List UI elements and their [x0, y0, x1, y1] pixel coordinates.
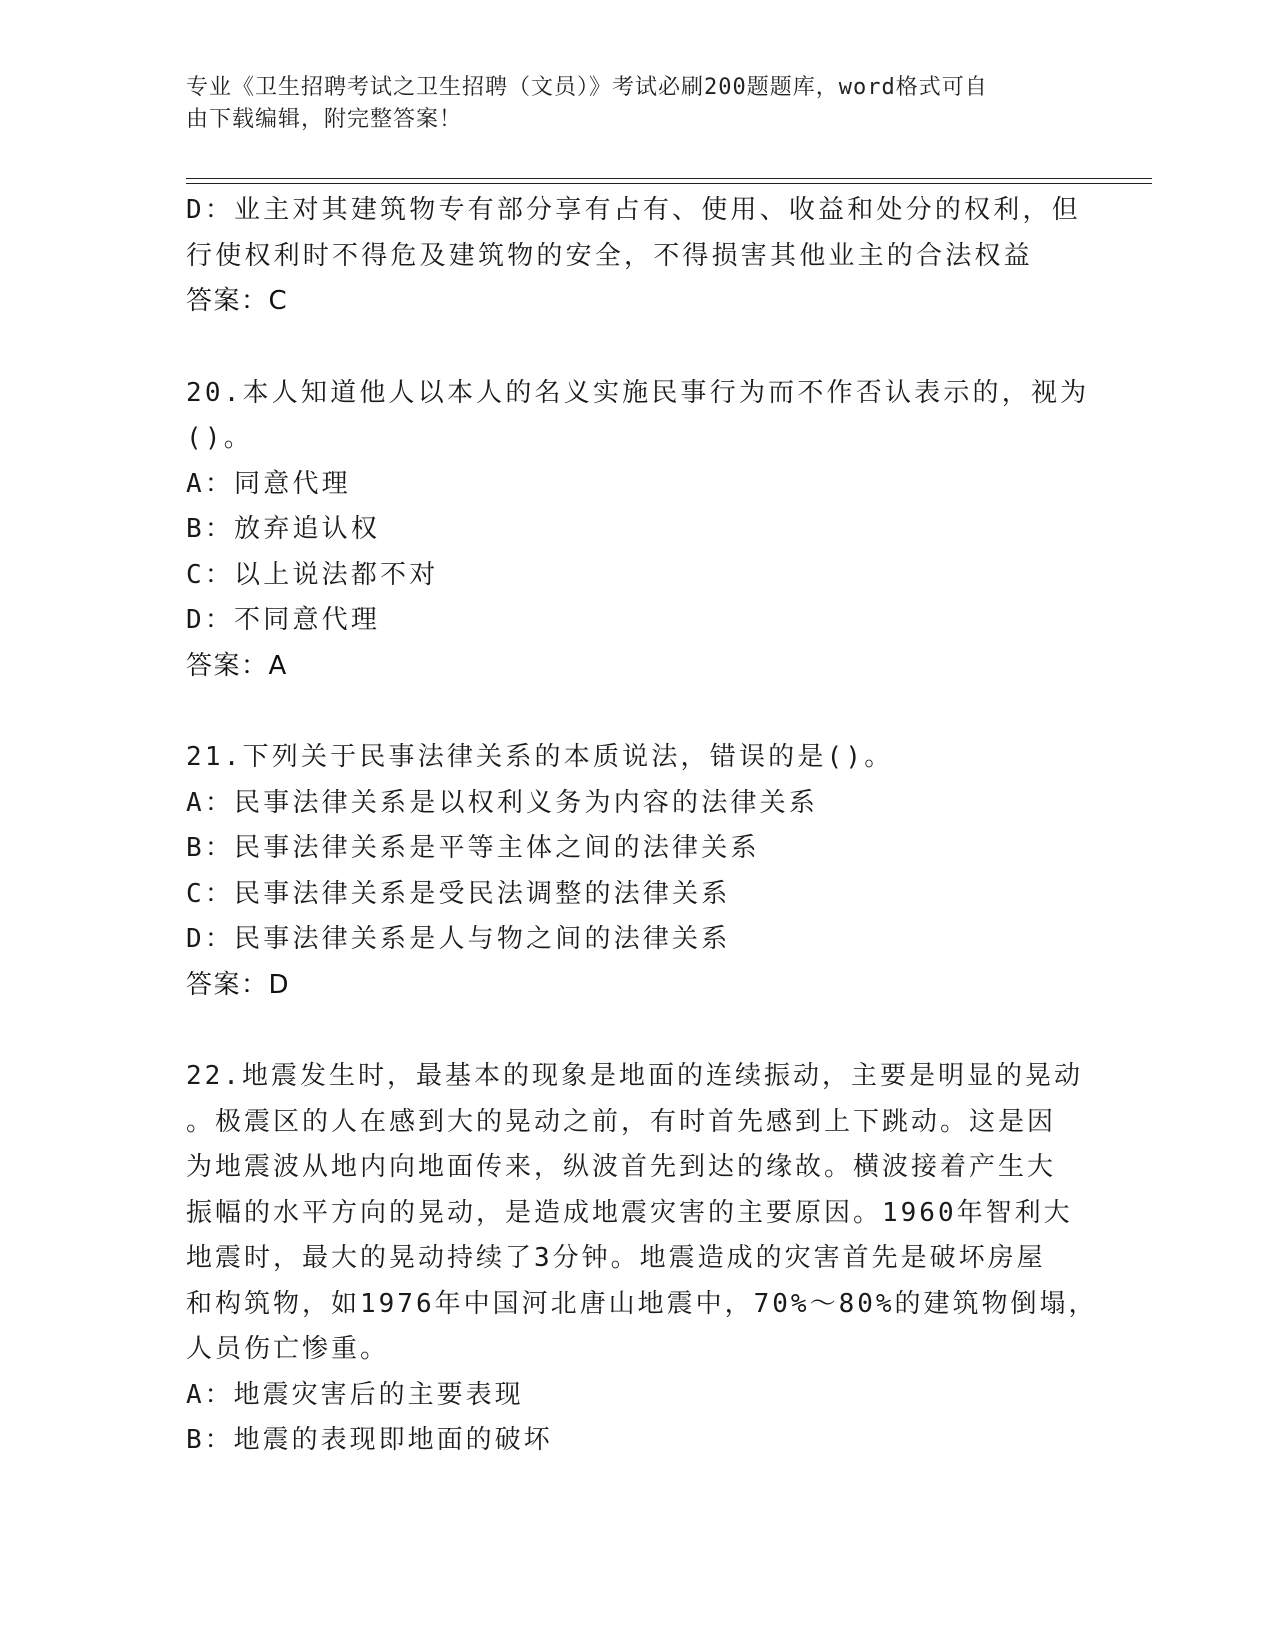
- document-header: [186, 72, 1086, 136]
- question-22-stem-line-6: 和构筑物，如1976年中国河北唐山地震中，70%～80%的建筑物倒塌，: [186, 1288, 1098, 1319]
- spacer: [186, 1008, 1086, 1054]
- question-20-option-b: B：放弃追认权: [186, 514, 381, 544]
- question-22-stem-line-7: 人员伤亡惨重。: [186, 1334, 390, 1364]
- question-22-option-a: A：地震灾害后的主要表现: [186, 1379, 524, 1410]
- question-20-stem-line-2: ()。: [186, 423, 253, 453]
- question-20-option-d: D：不同意代理: [186, 605, 381, 635]
- answer-19: 答案：C: [186, 286, 289, 316]
- question-22-stem-line-4: 振幅的水平方向的晃动，是造成地震灾害的主要原因。1960年智利大: [186, 1197, 1073, 1228]
- header-divider-bottom: [186, 183, 1152, 184]
- question-21-stem: 21.下列关于民事法律关系的本质说法，错误的是()。: [186, 742, 894, 772]
- question-19-tail: [186, 188, 1086, 325]
- question-21-option-c: C：民事法律关系是受民法调整的法律关系: [186, 878, 731, 909]
- question-21-option-d: D：民事法律关系是人与物之间的法律关系: [186, 924, 731, 954]
- question-20: [186, 371, 1090, 690]
- question-22-stem-line-1: 22.地震发生时，最基本的现象是地面的连续振动，主要是明显的晃动: [186, 1061, 1083, 1091]
- question-21-option-b: B：民事法律关系是平等主体之间的法律关系: [186, 833, 760, 863]
- spacer: [186, 325, 1086, 371]
- question-21-option-a: A：民事法律关系是以权利义务为内容的法律关系: [186, 787, 819, 818]
- question-22-stem-line-5: 地震时，最大的晃动持续了3分钟。地震造成的灾害首先是破坏房屋: [186, 1243, 1046, 1273]
- option-d-line-1: D：业主对其建筑物专有部分享有占有、使用、收益和处分的权利，但: [186, 195, 1081, 225]
- question-22-stem-line-3: 为地震波从地内向地面传来，纵波首先到达的缘故。横波接着产生大: [186, 1152, 1057, 1182]
- question-22-option-b: B：地震的表现即地面的破坏: [186, 1425, 553, 1455]
- question-20-option-c: C：以上说法都不对: [186, 559, 439, 590]
- question-21: [186, 735, 1086, 1008]
- document-body: [186, 188, 1098, 1464]
- header-title-line-2: 由下载编辑，附完整答案！: [186, 107, 463, 132]
- option-d-line-2: 行使权利时不得危及建筑物的安全，不得损害其他业主的合法权益: [186, 240, 1033, 271]
- answer-21: 答案：D: [186, 969, 291, 1000]
- question-20-option-a: A：同意代理: [186, 468, 351, 499]
- spacer: [186, 689, 1086, 735]
- question-20-stem-line-1: 20.本人知道他人以本人的名义实施民事行为而不作否认表示的，视为: [186, 377, 1090, 408]
- question-22: [186, 1054, 1098, 1464]
- question-22-stem-line-2: 。极震区的人在感到大的晃动之前，有时首先感到上下跳动。这是因: [186, 1106, 1057, 1137]
- header-divider-top: [186, 178, 1152, 179]
- header-title-line-1: 专业《卫生招聘考试之卫生招聘（文员）》考试必刷200题题库，word格式可自: [186, 75, 988, 100]
- answer-20: 答案：A: [186, 650, 288, 681]
